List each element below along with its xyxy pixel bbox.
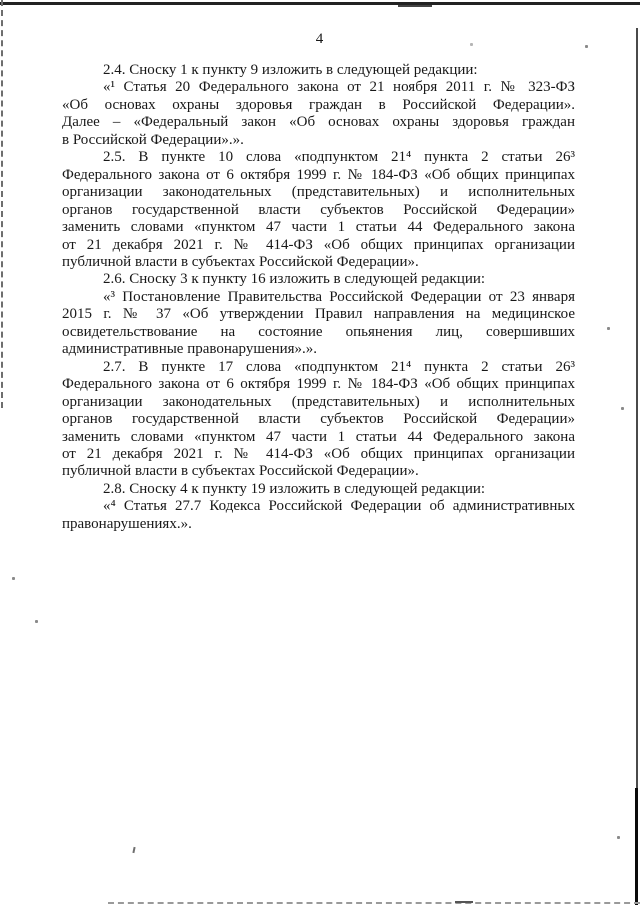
paragraph xyxy=(62,359,575,481)
scan-artifact-top-edge xyxy=(0,2,640,5)
paragraph xyxy=(62,149,575,271)
text-line: заменить словами «пунктом 47 части 1 статьи 44 Федерального закона xyxy=(62,219,575,236)
scan-artifact-right-edge xyxy=(636,28,638,790)
scan-artifact-bottom-dash xyxy=(455,901,473,903)
text-line: публичной власти в субъектах Российской Федерации». xyxy=(62,463,419,480)
text-line: органов государственной власти субъектов Российской Федерации» xyxy=(62,201,575,218)
scan-speck xyxy=(607,327,610,330)
text-line: 2.8. Сноску 4 к пункту 19 изложить в следующей редакции: xyxy=(103,480,486,497)
text-line: Федерального закона от 6 октября 1999 г. № 184-ФЗ «Об общих принципах xyxy=(62,166,575,183)
page-number: 4 xyxy=(315,31,325,47)
text-line: организации законодательных (представительных) и исполнительных xyxy=(62,393,575,410)
text-line: Далее – «Федеральный закон «Об основах охраны здоровья граждан xyxy=(62,114,575,131)
paragraph xyxy=(62,79,575,149)
scan-speck xyxy=(621,407,624,410)
scan-artifact-left-edge xyxy=(1,0,3,408)
paragraph xyxy=(62,498,575,533)
text-line: административные правонарушения».». xyxy=(62,341,318,358)
text-line: 2.4. Сноску 1 к пункту 9 изложить в следующей редакции: xyxy=(103,62,478,78)
text-line: «⁴ Статья 27.7 Кодекса Российской Федерации об административных xyxy=(103,498,575,515)
text-line: от 21 декабря 2021 г. № 414-ФЗ «Об общих принципах организации xyxy=(62,445,575,462)
text-line: органов государственной власти субъектов Российской Федерации» xyxy=(62,411,575,428)
text-line: в Российской Федерации».». xyxy=(62,131,244,148)
scan-artifact-top-edge-gap xyxy=(398,5,432,7)
paragraph xyxy=(62,271,575,288)
text-line: 2.5. В пункте 10 слова «подпунктом 21⁴ пункта 2 статьи 26³ xyxy=(103,149,575,166)
text-line: правонарушениях.». xyxy=(62,515,192,532)
text-line: «¹ Статья 20 Федерального закона от 21 ноября 2011 г. № 323-ФЗ xyxy=(103,79,575,96)
scan-speck xyxy=(12,577,15,580)
scan-artifact-bottom-edge xyxy=(108,902,640,904)
text-line: Федерального закона от 6 октября 1999 г. № 184-ФЗ «Об общих принципах xyxy=(62,376,575,393)
document-body xyxy=(62,62,575,533)
text-line: «³ Постановление Правительства Российской Федерации от 23 января xyxy=(103,288,575,305)
scan-speck xyxy=(132,847,135,853)
text-line: организации законодательных (представительных) и исполнительных xyxy=(62,184,575,201)
text-line: публичной власти в субъектах Российской Федерации». xyxy=(62,253,419,270)
text-line: освидетельствование на состояние опьянения лиц, совершивших xyxy=(62,323,575,340)
paragraph xyxy=(62,481,575,498)
text-line: от 21 декабря 2021 г. № 414-ФЗ «Об общих принципах организации xyxy=(62,236,575,253)
text-line: 2.7. В пункте 17 слова «подпунктом 21⁴ пункта 2 статьи 26³ xyxy=(103,358,575,375)
scan-speck xyxy=(617,836,620,839)
scan-artifact-right-edge-dark xyxy=(635,788,638,905)
text-line: 2.6. Сноску 3 к пункту 16 изложить в следующей редакции: xyxy=(103,271,486,288)
text-line: 2015 г. № 37 «Об утверждении Правил направления на медицинское xyxy=(62,306,575,323)
text-line: заменить словами «пунктом 47 части 1 статьи 44 Федерального закона xyxy=(62,428,575,445)
paragraph xyxy=(62,62,575,79)
text-line: «Об основах охраны здоровья граждан в Российской Федерации». xyxy=(62,96,575,113)
scan-speck xyxy=(35,620,38,623)
paragraph xyxy=(62,289,575,359)
